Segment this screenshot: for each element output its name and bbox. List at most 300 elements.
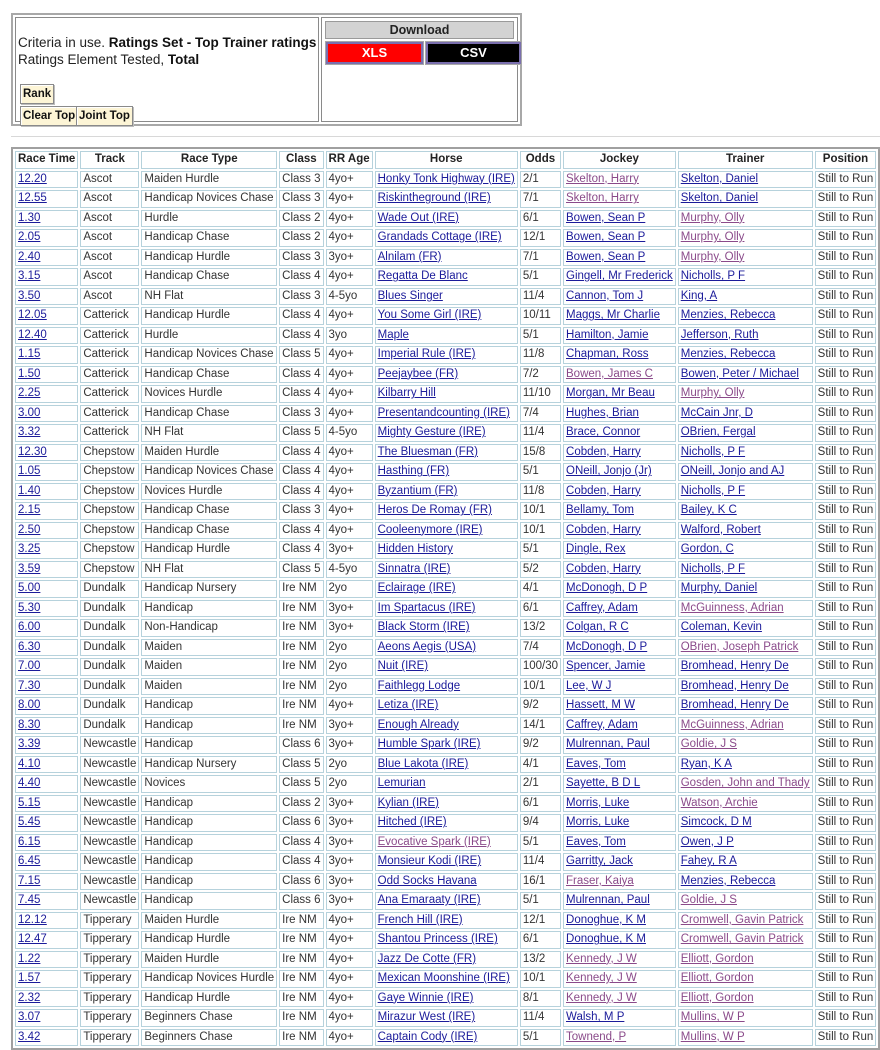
race-time-link[interactable]: 1.30 [18, 211, 41, 224]
trainer-link[interactable]: Skelton, Daniel [680, 172, 759, 185]
rr-age-cell: 4yo+ [326, 307, 373, 325]
trainer-link[interactable]: Elliott, Gordon [680, 972, 754, 985]
race-time-cell [15, 736, 78, 754]
horse-link[interactable]: Gaye Winnie (IRE) [377, 991, 474, 1004]
race-time-link[interactable]: 3.00 [18, 406, 41, 419]
jockey-link[interactable]: Colgan, R C [566, 621, 629, 634]
trainer-link[interactable]: Nicholls, P F [680, 445, 746, 458]
header-jockey[interactable]: Jockey [563, 151, 676, 169]
jockey-link[interactable]: Bowen, Sean P [566, 231, 646, 244]
horse-cell [375, 853, 518, 871]
race-time-link[interactable]: 12.30 [18, 445, 47, 458]
race-time-link[interactable]: 8.30 [18, 718, 41, 731]
horse-link[interactable]: Maple [377, 328, 409, 341]
jockey-link[interactable]: Cobden, Harry [566, 562, 641, 575]
horse-link[interactable]: Hitched (IRE) [377, 816, 447, 829]
horse-link[interactable]: Evocative Spark (IRE) [377, 835, 491, 848]
trainer-link[interactable]: Elliott, Gordon [680, 991, 754, 1004]
horse-link[interactable]: Captain Cody (IRE) [377, 1030, 478, 1043]
trainer-link[interactable]: Fahey, R A [680, 855, 737, 868]
trainer-link[interactable]: Murphy, Olly [680, 250, 745, 263]
jockey-link[interactable]: Morris, Luke [566, 796, 630, 809]
horse-link[interactable]: Monsieur Kodi (IRE) [377, 855, 482, 868]
horse-link[interactable]: The Bluesman (FR) [377, 445, 478, 458]
trainer-link[interactable]: McCain Jnr, D [680, 406, 753, 419]
header-rr-age[interactable]: RR Age [326, 151, 373, 169]
jockey-link[interactable]: Sayette, B D L [566, 777, 641, 790]
jockey-link[interactable]: Donoghue, K M [566, 913, 646, 926]
jockey-link[interactable]: Hassett, M W [566, 699, 636, 712]
race-time-link[interactable]: 1.15 [18, 348, 41, 361]
trainer-link[interactable]: Simcock, D M [680, 816, 752, 829]
jockey-link[interactable]: Cobden, Harry [566, 445, 641, 458]
jockey-link[interactable]: Skelton, Harry [566, 192, 639, 205]
jockey-link[interactable]: Dingle, Rex [566, 543, 626, 556]
horse-link[interactable]: You Some Girl (IRE) [377, 309, 482, 322]
jockey-link[interactable]: Morgan, Mr Beau [566, 387, 655, 400]
race-time-link[interactable]: 3.42 [18, 1030, 41, 1043]
horse-link[interactable]: Kilbarry Hill [377, 387, 436, 400]
jockey-link[interactable]: McDonogh, D P [566, 582, 648, 595]
header-position[interactable]: Position [815, 151, 877, 169]
clear-top-button[interactable]: Clear Top [20, 106, 78, 126]
trainer-link[interactable]: Bowen, Peter / Michael [680, 367, 799, 380]
table-row [15, 951, 876, 969]
position-cell: Still to Run [815, 1009, 877, 1027]
race-time-cell [15, 210, 78, 228]
class-cell: Class 4 [279, 853, 323, 871]
race-time-cell [15, 775, 78, 793]
horse-link[interactable]: Imperial Rule (IRE) [377, 348, 476, 361]
header-class[interactable]: Class [279, 151, 323, 169]
track-cell: Tipperary [80, 931, 139, 949]
header-race-type[interactable]: Race Type [141, 151, 277, 169]
jockey-link[interactable]: Caffrey, Adam [566, 601, 638, 614]
race-time-link[interactable]: 2.25 [18, 387, 41, 400]
race-time-link[interactable]: 1.22 [18, 952, 41, 965]
odds-cell: 6/1 [520, 210, 561, 228]
jockey-link[interactable]: Morris, Luke [566, 816, 630, 829]
horse-link[interactable]: Enough Already [377, 718, 459, 731]
jockey-link[interactable]: Eaves, Tom [566, 835, 626, 848]
trainer-link[interactable]: Ryan, K A [680, 757, 732, 770]
horse-link[interactable]: Sinnatra (IRE) [377, 562, 451, 575]
header-track[interactable]: Track [80, 151, 139, 169]
trainer-link[interactable]: Murphy, Olly [680, 211, 745, 224]
trainer-link[interactable]: Cromwell, Gavin Patrick [680, 933, 804, 946]
race-time-link[interactable]: 3.50 [18, 289, 41, 302]
race-time-link[interactable]: 5.00 [18, 582, 41, 595]
position-cell: Still to Run [815, 834, 877, 852]
race-time-cell [15, 268, 78, 286]
horse-link[interactable]: Byzantium (FR) [377, 484, 458, 497]
joint-top-button[interactable]: Joint Top [76, 106, 133, 126]
trainer-link[interactable]: OBrien, Joseph Patrick [680, 640, 799, 653]
trainer-cell [678, 541, 813, 559]
jockey-cell [563, 229, 676, 247]
jockey-link[interactable]: Cobden, Harry [566, 484, 641, 497]
jockey-cell [563, 736, 676, 754]
race-time-link[interactable]: 3.15 [18, 270, 41, 283]
race-time-cell [15, 405, 78, 423]
horse-link[interactable]: Wade Out (IRE) [377, 211, 459, 224]
jockey-cell [563, 444, 676, 462]
horse-cell [375, 873, 518, 891]
race-time-link[interactable]: 6.00 [18, 621, 41, 634]
horse-cell [375, 561, 518, 579]
trainer-link[interactable]: Elliott, Gordon [680, 952, 754, 965]
horse-link[interactable]: Regatta De Blanc [377, 270, 468, 283]
horse-link[interactable]: Peejaybee (FR) [377, 367, 459, 380]
trainer-link[interactable]: Nicholls, P F [680, 562, 746, 575]
horse-link[interactable]: Faithlegg Lodge [377, 679, 461, 692]
trainer-link[interactable]: Watson, Archie [680, 796, 758, 809]
race-time-link[interactable]: 6.30 [18, 640, 41, 653]
race-time-cell [15, 366, 78, 384]
race-time-link[interactable]: 4.10 [18, 757, 41, 770]
jockey-link[interactable]: Caffrey, Adam [566, 718, 638, 731]
jockey-link[interactable]: Spencer, Jamie [566, 660, 646, 673]
trainer-link[interactable]: Owen, J P [680, 835, 734, 848]
trainer-cell [678, 522, 813, 540]
trainer-link[interactable]: Goldie, J S [680, 894, 737, 907]
trainer-link[interactable]: Nicholls, P F [680, 484, 746, 497]
jockey-link[interactable]: Mulrennan, Paul [566, 894, 650, 907]
horse-link[interactable]: Humble Spark (IRE) [377, 738, 481, 751]
odds-cell: 7/2 [520, 366, 561, 384]
horse-cell [375, 912, 518, 930]
race-time-link[interactable]: 12.40 [18, 328, 47, 341]
track-cell: Chepstow [80, 541, 139, 559]
jockey-link[interactable]: Bowen, Sean P [566, 250, 646, 263]
race-time-link[interactable]: 7.15 [18, 874, 41, 887]
horse-link[interactable]: Letiza (IRE) [377, 699, 439, 712]
trainer-link[interactable]: Bailey, K C [680, 504, 737, 517]
horse-cell [375, 931, 518, 949]
horse-link[interactable]: Kylian (IRE) [377, 796, 439, 809]
race-time-link[interactable]: 2.32 [18, 991, 41, 1004]
odds-cell: 5/1 [520, 1029, 561, 1047]
race-type-cell: Handicap [141, 853, 277, 871]
race-time-link[interactable]: 3.25 [18, 543, 41, 556]
horse-link[interactable]: Cooleenymore (IRE) [377, 523, 483, 536]
odds-cell: 6/1 [520, 600, 561, 618]
jockey-link[interactable]: Kennedy, J W [566, 972, 637, 985]
race-time-link[interactable]: 2.05 [18, 231, 41, 244]
track-cell: Chepstow [80, 463, 139, 481]
position-cell: Still to Run [815, 873, 877, 891]
horse-link[interactable]: Aeons Aegis (USA) [377, 640, 477, 653]
race-type-cell: Handicap Chase [141, 405, 277, 423]
jockey-link[interactable]: Kennedy, J W [566, 952, 637, 965]
header-race-time[interactable]: Race Time [15, 151, 78, 169]
race-time-link[interactable]: 2.15 [18, 504, 41, 517]
race-time-link[interactable]: 12.47 [18, 933, 47, 946]
trainer-link[interactable]: Bromhead, Henry De [680, 699, 789, 712]
race-time-link[interactable]: 7.45 [18, 894, 41, 907]
trainer-link[interactable]: Bromhead, Henry De [680, 679, 789, 692]
xls-download-button[interactable]: XLS [326, 42, 423, 64]
csv-download-button[interactable]: CSV [426, 42, 521, 64]
race-time-cell [15, 619, 78, 637]
race-time-cell [15, 717, 78, 735]
jockey-link[interactable]: Gingell, Mr Frederick [566, 270, 673, 283]
track-cell: Chepstow [80, 483, 139, 501]
horse-link[interactable]: Nuit (IRE) [377, 660, 429, 673]
horse-link[interactable]: Grandads Cottage (IRE) [377, 231, 502, 244]
table-row [15, 834, 876, 852]
header-trainer[interactable]: Trainer [678, 151, 813, 169]
race-time-link[interactable]: 4.40 [18, 777, 41, 790]
odds-cell: 10/1 [520, 522, 561, 540]
track-cell: Tipperary [80, 1009, 139, 1027]
jockey-cell [563, 931, 676, 949]
race-time-cell [15, 892, 78, 910]
horse-link[interactable]: Shantou Princess (IRE) [377, 933, 498, 946]
race-time-link[interactable]: 1.57 [18, 972, 41, 985]
horse-link[interactable]: Blue Lakota (IRE) [377, 757, 469, 770]
race-time-link[interactable]: 1.40 [18, 484, 41, 497]
table-row [15, 678, 876, 696]
jockey-link[interactable]: Townend, P [566, 1030, 627, 1043]
jockey-link[interactable]: Fraser, Kaiya [566, 874, 634, 887]
trainer-cell [678, 171, 813, 189]
race-time-link[interactable]: 7.00 [18, 660, 41, 673]
trainer-link[interactable]: Mullins, W P [680, 1030, 745, 1043]
jockey-link[interactable]: Eaves, Tom [566, 757, 626, 770]
jockey-link[interactable]: Hughes, Brian [566, 406, 639, 419]
race-time-cell [15, 463, 78, 481]
race-time-link[interactable]: 3.39 [18, 738, 41, 751]
jockey-link[interactable]: Garritty, Jack [566, 855, 633, 868]
trainer-link[interactable]: Gosden, John and Thady [680, 777, 810, 790]
rank-button[interactable]: Rank [20, 84, 54, 104]
horse-link[interactable]: French Hill (IRE) [377, 913, 463, 926]
jockey-link[interactable]: McDonogh, D P [566, 640, 648, 653]
race-type-cell: Handicap Hurdle [141, 307, 277, 325]
jockey-link[interactable]: Mulrennan, Paul [566, 738, 650, 751]
trainer-link[interactable]: Coleman, Kevin [680, 621, 762, 634]
jockey-cell [563, 912, 676, 930]
jockey-link[interactable]: Bellamy, Tom [566, 504, 634, 517]
race-type-cell: Handicap [141, 795, 277, 813]
jockey-link[interactable]: Lee, W J [566, 679, 612, 692]
rr-age-cell: 2yo [326, 678, 373, 696]
jockey-cell [563, 873, 676, 891]
trainer-cell [678, 405, 813, 423]
odds-cell: 10/1 [520, 502, 561, 520]
header-horse[interactable]: Horse [375, 151, 518, 169]
trainer-link[interactable]: McGuinness, Adrian [680, 601, 784, 614]
race-time-cell [15, 951, 78, 969]
track-cell: Newcastle [80, 892, 139, 910]
odds-cell: 11/4 [520, 424, 561, 442]
race-time-cell [15, 970, 78, 988]
track-cell: Tipperary [80, 970, 139, 988]
trainer-link[interactable]: Murphy, Olly [680, 387, 745, 400]
horse-cell [375, 288, 518, 306]
jockey-link[interactable]: Bowen, Sean P [566, 211, 646, 224]
horse-link[interactable]: Alnilam (FR) [377, 250, 442, 263]
horse-cell [375, 756, 518, 774]
horse-cell [375, 990, 518, 1008]
trainer-link[interactable]: Skelton, Daniel [680, 192, 759, 205]
track-cell: Dundalk [80, 658, 139, 676]
horse-link[interactable]: Heros De Romay (FR) [377, 504, 493, 517]
race-type-cell: Handicap Chase [141, 268, 277, 286]
class-cell: Class 3 [279, 190, 323, 208]
trainer-link[interactable]: Nicholls, P F [680, 270, 746, 283]
horse-link[interactable]: Im Spartacus (IRE) [377, 601, 476, 614]
race-time-link[interactable]: 12.05 [18, 309, 47, 322]
race-time-link[interactable]: 6.45 [18, 855, 41, 868]
horse-link[interactable]: Riskintheground (IRE) [377, 192, 491, 205]
race-type-cell: Maiden [141, 639, 277, 657]
class-cell: Class 4 [279, 385, 323, 403]
jockey-link[interactable]: Bowen, James C [566, 367, 653, 380]
jockey-link[interactable]: Maggs, Mr Charlie [566, 309, 660, 322]
track-cell: Catterick [80, 385, 139, 403]
horse-link[interactable]: Honky Tonk Highway (IRE) [377, 172, 515, 185]
trainer-link[interactable]: Menzies, Rebecca [680, 348, 776, 361]
horse-link[interactable]: Mighty Gesture (IRE) [377, 426, 486, 439]
horse-link[interactable]: Ana Emaraaty (IRE) [377, 894, 481, 907]
table-row [15, 970, 876, 988]
horse-link[interactable]: Odd Socks Havana [377, 874, 477, 887]
horse-link[interactable]: Black Storm (IRE) [377, 621, 470, 634]
jockey-link[interactable]: Chapman, Ross [566, 348, 649, 361]
trainer-cell [678, 892, 813, 910]
horse-link[interactable]: Eclairage (IRE) [377, 582, 456, 595]
trainer-link[interactable]: Bromhead, Henry De [680, 660, 789, 673]
table-row [15, 171, 876, 189]
position-cell: Still to Run [815, 502, 877, 520]
header-odds[interactable]: Odds [520, 151, 561, 169]
trainer-link[interactable]: Menzies, Rebecca [680, 309, 776, 322]
jockey-cell [563, 795, 676, 813]
rr-age-cell: 4yo+ [326, 970, 373, 988]
trainer-cell [678, 697, 813, 715]
table-row [15, 639, 876, 657]
horse-link[interactable]: Jazz De Cotte (FR) [377, 952, 477, 965]
horse-cell [375, 541, 518, 559]
race-time-link[interactable]: 5.45 [18, 816, 41, 829]
horse-link[interactable]: Mirazur West (IRE) [377, 1011, 476, 1024]
trainer-link[interactable]: Jefferson, Ruth [680, 328, 759, 341]
trainer-link[interactable]: Goldie, J S [680, 738, 737, 751]
horse-link[interactable]: Mexican Moonshine (IRE) [377, 972, 510, 985]
race-time-cell [15, 600, 78, 618]
race-time-link[interactable]: 8.00 [18, 699, 41, 712]
jockey-link[interactable]: Cannon, Tom J [566, 289, 644, 302]
results-table [11, 147, 880, 1050]
jockey-link[interactable]: Hamilton, Jamie [566, 328, 649, 341]
trainer-link[interactable]: Cromwell, Gavin Patrick [680, 913, 804, 926]
jockey-link[interactable]: Kennedy, J W [566, 991, 637, 1004]
rr-age-cell: 4yo+ [326, 444, 373, 462]
race-time-link[interactable]: 1.05 [18, 465, 41, 478]
class-cell: Class 3 [279, 405, 323, 423]
trainer-cell [678, 639, 813, 657]
trainer-link[interactable]: Walford, Robert [680, 523, 761, 536]
horse-cell [375, 268, 518, 286]
trainer-link[interactable]: Murphy, Olly [680, 231, 745, 244]
jockey-cell [563, 424, 676, 442]
race-time-link[interactable]: 12.55 [18, 192, 47, 205]
horse-link[interactable]: Hasthing (FR) [377, 465, 450, 478]
rr-age-cell: 4yo+ [326, 1009, 373, 1027]
rr-age-cell: 4-5yo [326, 561, 373, 579]
track-cell: Ascot [80, 268, 139, 286]
race-time-link[interactable]: 5.30 [18, 601, 41, 614]
rr-age-cell: 4yo+ [326, 366, 373, 384]
horse-link[interactable]: Hidden History [377, 543, 454, 556]
race-time-link[interactable]: 12.20 [18, 172, 47, 185]
rr-age-cell: 4yo+ [326, 990, 373, 1008]
horse-cell [375, 834, 518, 852]
race-type-cell: Handicap Chase [141, 366, 277, 384]
trainer-link[interactable]: McGuinness, Adrian [680, 718, 784, 731]
class-cell: Ire NM [279, 619, 323, 637]
trainer-link[interactable]: Murphy, Daniel [680, 582, 758, 595]
trainer-link[interactable]: King, A [680, 289, 718, 302]
table-row [15, 990, 876, 1008]
element-value: Total [167, 52, 200, 67]
jockey-link[interactable]: Brace, Connor [566, 426, 641, 439]
race-time-link[interactable]: 3.32 [18, 426, 41, 439]
position-cell: Still to Run [815, 658, 877, 676]
trainer-link[interactable]: Gordon, C [680, 543, 734, 556]
race-time-link[interactable]: 12.12 [18, 913, 47, 926]
trainer-cell [678, 463, 813, 481]
rr-age-cell: 4-5yo [326, 424, 373, 442]
jockey-cell [563, 892, 676, 910]
rr-age-cell: 3yo+ [326, 736, 373, 754]
horse-link[interactable]: Blues Singer [377, 289, 443, 302]
trainer-link[interactable]: Mullins, W P [680, 1011, 745, 1024]
jockey-link[interactable]: Walsh, M P [566, 1011, 625, 1024]
table-row [15, 483, 876, 501]
jockey-link[interactable]: Skelton, Harry [566, 172, 639, 185]
race-time-link[interactable]: 5.15 [18, 796, 41, 809]
trainer-cell [678, 873, 813, 891]
trainer-link[interactable]: ONeill, Jonjo and AJ [680, 465, 785, 478]
race-time-link[interactable]: 6.15 [18, 835, 41, 848]
trainer-cell [678, 600, 813, 618]
race-time-link[interactable]: 3.07 [18, 1011, 41, 1024]
horse-link[interactable]: Presentandcounting (IRE) [377, 406, 510, 419]
race-time-cell [15, 658, 78, 676]
trainer-link[interactable]: OBrien, Fergal [680, 426, 756, 439]
race-time-link[interactable]: 1.50 [18, 367, 41, 380]
horse-link[interactable]: Lemurian [377, 777, 426, 790]
race-time-link[interactable]: 2.50 [18, 523, 41, 536]
trainer-cell [678, 678, 813, 696]
race-time-link[interactable]: 2.40 [18, 250, 41, 263]
jockey-link[interactable]: Donoghue, K M [566, 933, 646, 946]
race-time-link[interactable]: 7.30 [18, 679, 41, 692]
trainer-link[interactable]: Menzies, Rebecca [680, 874, 776, 887]
class-cell: Class 4 [279, 483, 323, 501]
criteria-text [18, 34, 316, 68]
race-time-link[interactable]: 3.59 [18, 562, 41, 575]
jockey-link[interactable]: ONeill, Jonjo (Jr) [566, 465, 652, 478]
jockey-link[interactable]: Cobden, Harry [566, 523, 641, 536]
jockey-cell [563, 327, 676, 345]
odds-cell: 12/1 [520, 912, 561, 930]
class-cell: Class 5 [279, 424, 323, 442]
trainer-cell [678, 756, 813, 774]
